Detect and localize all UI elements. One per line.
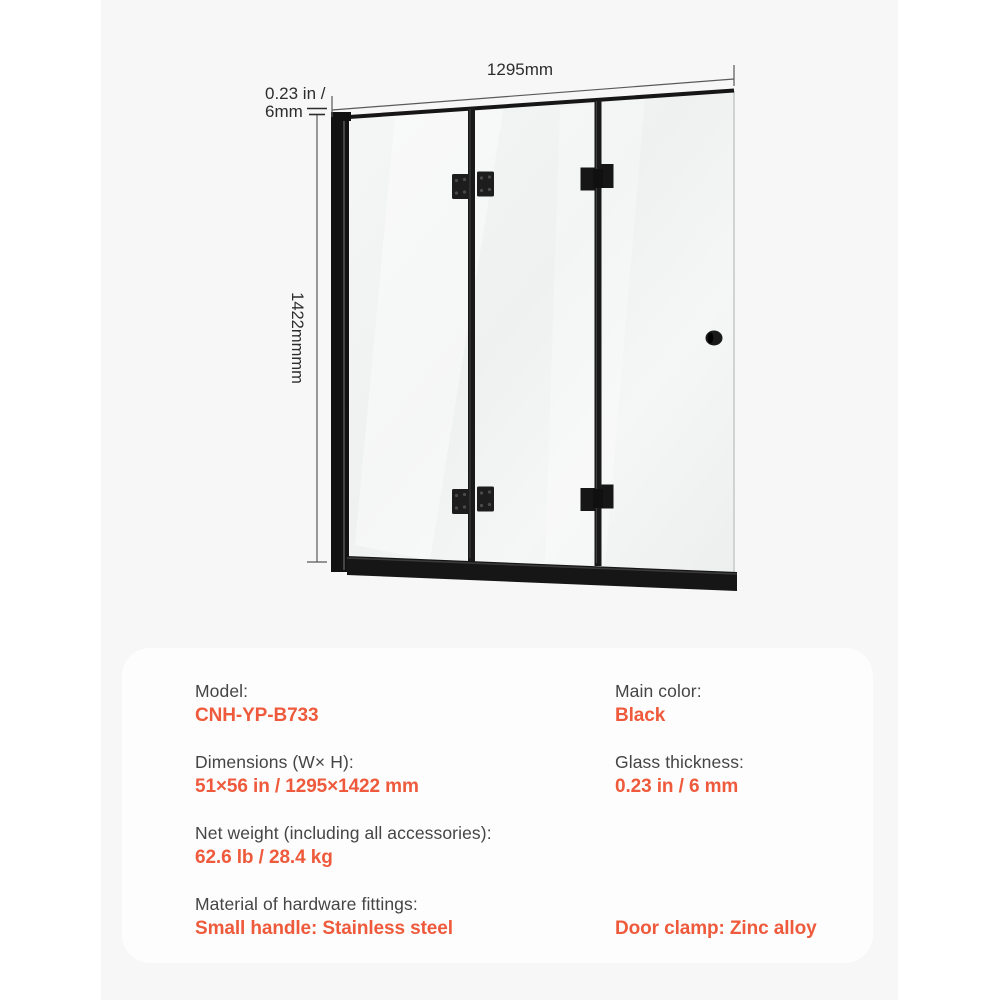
spec-net-weight-label: Net weight (including all accessories):: [195, 823, 492, 843]
thickness-dimension-label-line1: 0.23 in /: [265, 84, 326, 103]
fold-divider-1: [468, 107, 475, 562]
spec-model-value: CNH-YP-B733: [195, 705, 319, 726]
spec-dimensions: [195, 752, 615, 799]
spec-dimensions-value: 51×56 in / 1295×1422 mm: [195, 776, 419, 797]
height-dimension-label: 1422mmmm: [288, 292, 306, 384]
door-handle-knob: [706, 331, 723, 346]
spec-hardware-handle-value: Small handle: Stainless steel: [195, 918, 453, 939]
wall-profile: [331, 112, 351, 572]
spec-model-label: Model:: [195, 681, 249, 701]
spec-glass-thickness: [615, 752, 833, 799]
spec-model: [195, 681, 615, 728]
spec-net-weight: [195, 823, 615, 870]
spec-glass-thickness-value: 0.23 in / 6 mm: [615, 776, 739, 797]
spec-dimensions-label: Dimensions (W× H):: [195, 752, 354, 772]
spec-card: [122, 648, 873, 963]
spec-door-clamp: [615, 915, 833, 941]
width-dimension-label: 1295mm: [486, 60, 554, 79]
thickness-dimension: [265, 84, 327, 121]
spec-main-color-value: Black: [615, 705, 666, 726]
glass-panels: [350, 91, 734, 572]
spec-hardware-label: Material of hardware fittings:: [195, 894, 418, 914]
spec-main-color: [615, 681, 833, 728]
spec-door-clamp-value: Door clamp: Zinc alloy: [615, 918, 817, 939]
spec-hardware: [195, 894, 615, 941]
spec-net-weight-value: 62.6 lb / 28.4 kg: [195, 847, 333, 868]
spec-glass-thickness-label: Glass thickness:: [615, 752, 745, 772]
spec-spacer: [615, 823, 833, 870]
spec-main-color-label: Main color:: [615, 681, 702, 701]
height-dimension: [288, 115, 327, 562]
thickness-dimension-label-line2: 6mm: [265, 102, 303, 121]
